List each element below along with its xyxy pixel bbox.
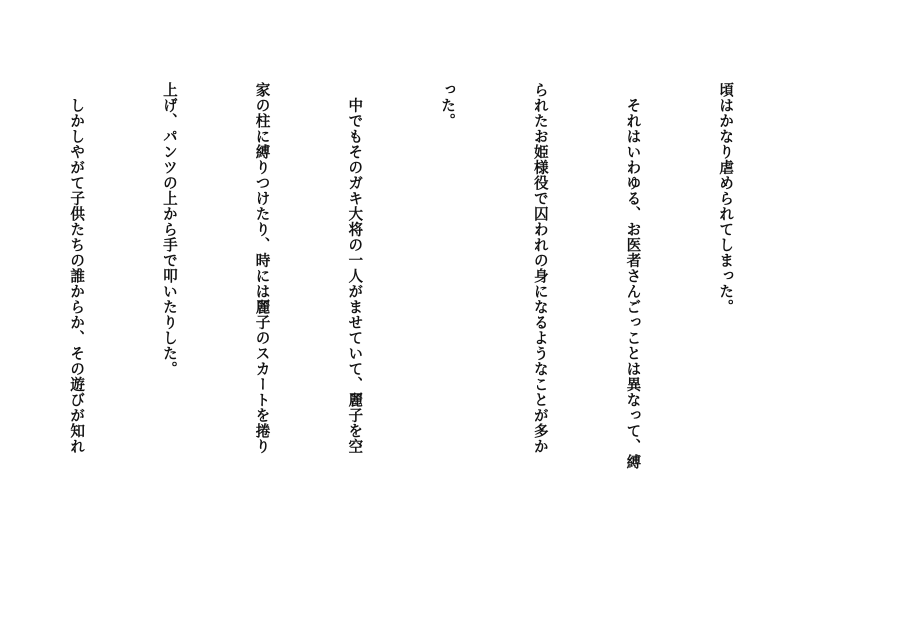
text-line: 中でもそのガキ大将の一人がませていて、麗子を空: [346, 82, 364, 454]
text-line: 頃はかなり虐められてしまった。: [717, 82, 735, 315]
text-line: 上げ、パンツの上から手で叩いたりした。: [160, 82, 178, 377]
text-line: 家の柱に縛りつけたり、時には麗子のスカートを捲り: [253, 82, 271, 454]
text-line: られたお姫様役で囚われの身になるようなことが多か: [531, 82, 549, 454]
text-line: それはいわゆる、お医者さんごっことは異なって、縛: [624, 82, 642, 470]
text-line: った。: [439, 82, 457, 129]
text-line: しかしやがて子供たちの誰からか、その遊びが知れ: [68, 82, 86, 454]
vertical-text-body: [68, 82, 802, 570]
